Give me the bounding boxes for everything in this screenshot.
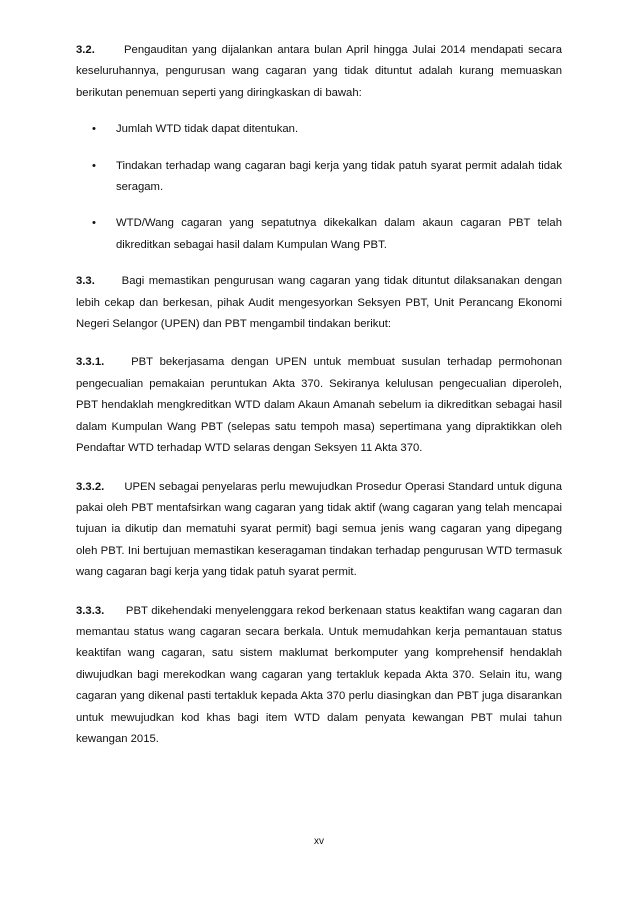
paragraph-text: PBT bekerjasama dengan UPEN untuk membuat susulan terhadap permohonan pengecualian pemakaian peruntukan Akta 370. Sekiranya kelulusan pengecualian diperoleh, PBT hendaklah mengkreditkan WTD dalam Akaun Amanah sebelum ia dikreditkan sebagai hasil dalam Kumpulan Wang PBT (selepas satu tempoh masa) sepertimana yang dipraktikkan oleh Pendaftar WTD terhadap WTD selaras dengan Seksyen 11 Akta 370.	[76, 356, 562, 455]
section-number: 3.3.3.	[76, 604, 105, 617]
paragraph-3-3-3	[76, 601, 562, 751]
findings-list	[76, 119, 562, 256]
list-item-text: Jumlah WTD tidak dapat ditentukan.	[116, 123, 299, 136]
list-item	[76, 213, 562, 256]
bullet-icon: •	[92, 159, 96, 172]
bullet-icon: •	[92, 123, 96, 136]
list-item-text: WTD/Wang cagaran yang sepatutnya dikekalkan dalam akaun cagaran PBT telah dikreditkan sebagai hasil dalam Kumpulan Wang PBT.	[116, 217, 562, 251]
list-item	[76, 156, 562, 199]
list-item-text: Tindakan terhadap wang cagaran bagi kerja yang tidak patuh syarat permit adalah tidak seragam.	[116, 159, 562, 194]
section-number: 3.3.	[76, 275, 95, 288]
section-number: 3.3.2.	[76, 480, 105, 493]
paragraph-text: PBT dikehendaki menyelenggara rekod berkenaan status keaktifan wang cagaran dan memantau status wang cagaran secara berkala. Untuk memudahkan kerja pemantauan status keaktifan wang cagaran, satu sistem maklumat berkomputer yang komprehensif hendaklah diwujudkan bagi merekodkan wang cagaran yang tertakluk kepada Akta 370. Selain itu, wang cagaran yang dikenal pasti tertakluk kepada Akta 370 perlu diasingkan dan PBT juga disarankan untuk mewujudkan kod khas bagi item WTD dalam penyata kewangan PBT mulai tahun kewangan 2015.	[76, 604, 562, 745]
paragraph-3-3-2	[76, 477, 562, 584]
section-number: 3.2.	[76, 44, 95, 56]
page-number: xv	[314, 836, 324, 847]
document-page	[76, 40, 562, 750]
paragraph-text: Bagi memastikan pengurusan wang cagaran yang tidak dituntut dilaksanakan dengan lebih cekap dan berkesan, pihak Audit mengesyorkan Seksyen PBT, Unit Perancang Ekonomi Negeri Selangor (UPEN) dan PBT mengambil tindakan berikut:	[76, 275, 562, 331]
paragraph-3-2	[76, 40, 562, 104]
paragraph-text: Pengauditan yang dijalankan antara bulan April hingga Julai 2014 mendapati secara keseluruhannya, pengurusan wang cagaran yang tidak dituntut adalah kurang memuaskan berikutan penemuan seperti yang diringkaskan di bawah:	[76, 44, 562, 99]
paragraph-3-3-1	[76, 352, 562, 459]
list-item	[76, 119, 562, 140]
section-number: 3.3.1.	[76, 356, 105, 369]
paragraph-text: UPEN sebagai penyelaras perlu mewujudkan Prosedur Operasi Standard untuk diguna pakai oleh PBT mentafsirkan wang cagaran yang tidak aktif (wang cagaran yang telah mencapai tujuan ia dikutip dan mematuhi syarat permit) bagi semua jenis wang cagaran yang dipegang oleh PBT. Ini bertujuan memastikan keseragaman tindakan terhadap pengurusan WTD termasuk wang cagaran bagi kerja yang tidak patuh syarat permit.	[76, 480, 562, 579]
bullet-icon: •	[92, 217, 96, 230]
paragraph-3-3	[76, 271, 562, 335]
